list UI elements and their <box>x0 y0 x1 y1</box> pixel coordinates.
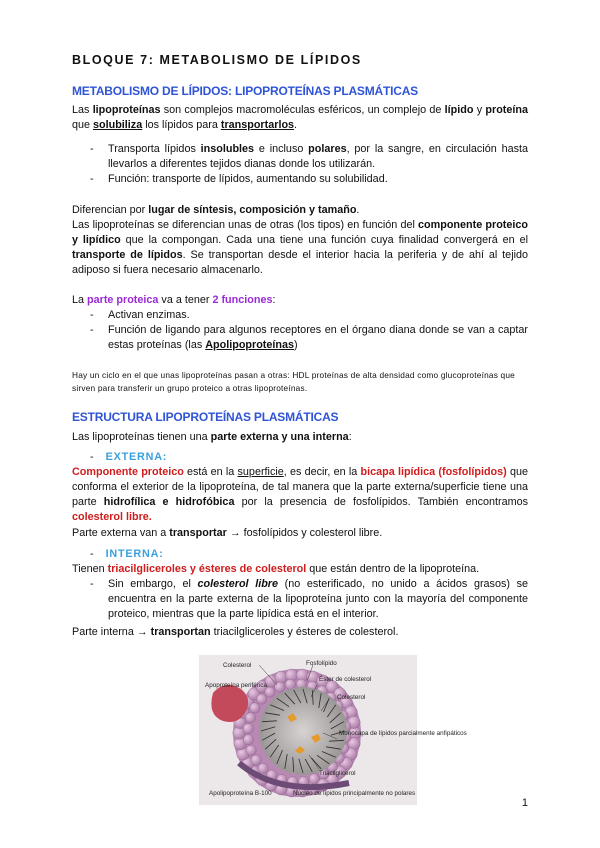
phospholipid-head <box>256 694 266 704</box>
interna-list <box>90 577 528 622</box>
interna-label-row: - INTERNA: <box>90 548 164 560</box>
section-heading-estructura: ESTRUCTURA LIPOPROTEÍNAS PLASMÁTICAS <box>72 410 339 424</box>
protein-functions-list <box>90 308 528 353</box>
label-fosfolipido: Fosfolípido <box>306 660 337 667</box>
label-colesterol-2: Colesterol <box>337 694 366 701</box>
intro-paragraph: Las lipoproteínas son complejos macromoléculas esféricos, un complejo de lípido y proteína que solubiliza los lípidos para transportarlos. <box>72 104 528 131</box>
protein-part-line: La parte proteica va a tener 2 funciones: <box>72 294 276 306</box>
label-colesterol: Colesterol <box>223 662 252 669</box>
phospholipid-head <box>246 745 256 755</box>
label-nucleo: Núcleo de lípidos principalmente no polares <box>293 790 416 797</box>
label-ester: Éster de colesterol <box>319 676 372 683</box>
list-item: - Transporta lípidos insolubles e incluso polares, por la sangre, en circulación hasta llevarlos a diferentes tejidos dianas donde los utilizarán. <box>90 142 528 172</box>
note-text: Hay un ciclo en el que unas lipoproteínas pasan a otras: HDL proteínas de alta densidad como glucoproteínas que sirven para transferir un grupo proteico a otras lipoproteínas. <box>72 370 515 393</box>
list-item: - Sin embargo, el colesterol libre (no esterificado, no unido a ácidos grasos) se encuentra en la parte externa de la lipoproteína junto con la mayoría del componente proteico, mientras que la parte lipídica está en el interior. <box>90 577 528 622</box>
externa-transport: Parte externa van a transportar → fosfolípidos y colesterol libre. <box>72 527 383 539</box>
phospholipid-head <box>243 734 253 744</box>
phospholipid-head <box>245 713 255 723</box>
interna-paragraph: Tienen triacilgliceroles y ésteres de colesterol que están dentro de la lipoproteína. <box>72 563 480 575</box>
list-item: - Función de ligando para algunos receptores en el órgano diana donde se van a captar estas proteínas (las Apolipoproteínas) <box>90 323 528 353</box>
structure-intro: Las lipoproteínas tienen una parte externa y una interna: <box>72 431 352 443</box>
types-paragraph: Las lipoproteínas se diferencian unas de otras (los tipos) en función del componente proteico y lipídico que la compongan. Cada una tiene una función cuya finalidad convergerá en el transporte de lípidos. Se transportan desde el interior hacia la periferia y de ahí al tejido adiposo si fuera necesario almacenarlo. <box>72 219 528 276</box>
phospholipid-head <box>309 774 319 784</box>
lipoprotein-illustration <box>199 655 467 805</box>
list-item: - Función: transporte de lípidos, aumentando su solubilidad. <box>90 172 528 187</box>
phospholipid-head <box>258 763 268 773</box>
function-list <box>90 142 528 187</box>
externa-paragraph: Componente proteico está en la superficie, es decir, en la bicapa lipídica (fosfolípidos) que conforma el exterior de la lipoproteína, de tal manera que la parte externa/superficie tiene una parte hidrofílica e hidrofóbica por la presencia de fosfolípidos. También encontramos colesterol libre. <box>72 466 528 523</box>
phospholipid-head <box>275 682 285 692</box>
page-number: 1 <box>521 797 528 809</box>
lipid-core <box>259 687 347 775</box>
interna-label: INTERNA: <box>105 548 164 560</box>
externa-label: EXTERNA: <box>105 451 168 463</box>
lipoprotein-diagram <box>199 655 467 805</box>
section-heading-lipoproteinas: METABOLISMO DE LÍPIDOS: LIPOPROTEÍNAS PLASMÁTICAS <box>72 84 418 98</box>
label-monocapa: Monocapa de lípidos parcialmente anfipáticos <box>339 730 467 737</box>
phospholipid-head <box>250 703 260 713</box>
externa-label-row: - EXTERNA: <box>90 451 168 463</box>
chapter-title: BLOQUE 7: METABOLISMO DE LÍPIDOS <box>72 53 362 67</box>
list-item: - Activan enzimas. <box>90 308 528 323</box>
label-triacilglicerol: Triacilglicerol <box>319 770 356 777</box>
interna-transport: Parte interna → transportan triacilgliceroles y ésteres de colesterol. <box>72 626 399 638</box>
phospholipid-head <box>275 671 287 683</box>
label-apob: Apolipoproteína B-100 <box>209 790 272 797</box>
phospholipid-head <box>251 755 261 765</box>
differ-line: Diferencian por lugar de síntesis, composición y tamaño. <box>72 204 360 216</box>
label-apoproteina: Apoproteína periférica <box>205 682 267 689</box>
phospholipid-head <box>243 723 253 733</box>
